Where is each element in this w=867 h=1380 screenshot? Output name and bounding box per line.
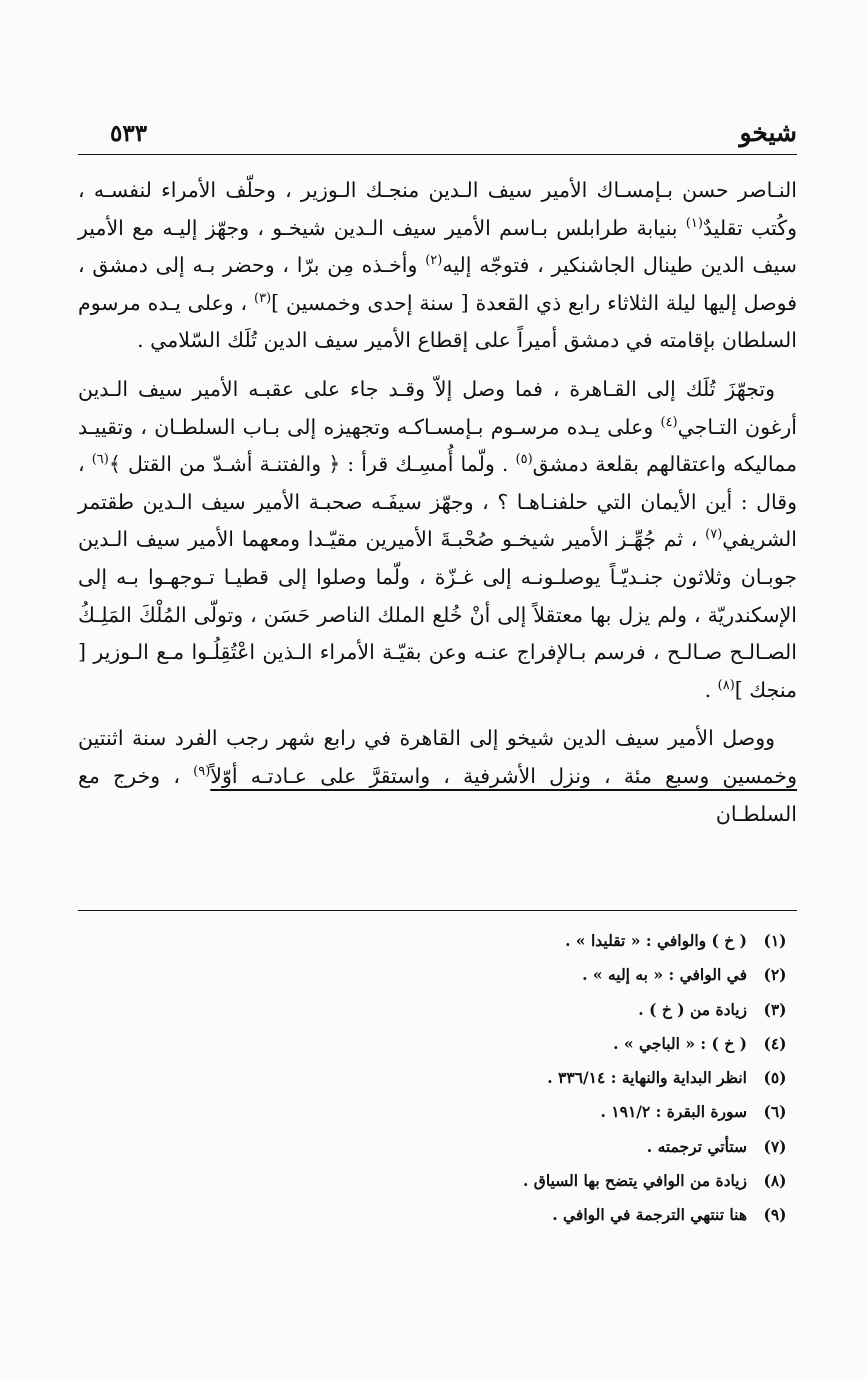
footnote-item: [77, 1027, 797, 1061]
footnote-item: [77, 993, 797, 1027]
footnote-ref-7[interactable]: (٧): [705, 527, 723, 543]
text-run: النـاصر حسن بـإمسـاك الأمير سيف الـدين منجـك الـوزير ، وحلّف الأمراء لنفسـه ، وكُتب تقليدٌ: [78, 178, 797, 240]
footnote-ref-2[interactable]: (٢): [425, 253, 443, 269]
footnote-item: [77, 1198, 797, 1232]
footnote-text: في الوافي : « به إليه » .: [582, 965, 747, 985]
footnote-ref-3[interactable]: (٣): [254, 290, 272, 306]
footnote-text: زيادة من ( خ ) .: [638, 999, 747, 1019]
footnote-number: (٣): [763, 999, 787, 1019]
text-run: وأخـذه مِن برّا ، وحضر بـه إلى دمشق ، فوصل إليها ليلة الثلاثاء رابع ذي القعدة [ سنة إحدى وخمسين ]: [78, 253, 797, 315]
footnote-item: [77, 1164, 797, 1198]
footnote-text: ( خ ) والوافي : « تقليدا » .: [565, 931, 747, 950]
paragraph-1: [78, 172, 797, 360]
footnote-ref-4[interactable]: (٤): [660, 414, 678, 430]
footnote-text: ستأتي ترجمته .: [646, 1136, 747, 1156]
footnote-item: [77, 1061, 797, 1095]
footnote-ref-1[interactable]: (١): [685, 215, 703, 231]
footnote-number: (٩): [763, 1205, 787, 1225]
running-title: شيخو: [739, 118, 797, 147]
text-run: ووصل الأمير سيف الدين شيخو إلى القاهرة في رابع شهر رجب الفرد سنة اثنتين: [78, 726, 775, 751]
footnote-number: (٤): [763, 1033, 787, 1053]
footnote-item: [77, 958, 797, 992]
text-run: وتجهّزَ تُلَك إلى القـاهرة ، فما وصل إلاّ وقـد جاء على عقبـه الأمير سيف الـدين أرغون التـاجي: [78, 376, 797, 439]
footnote-divider: [78, 910, 797, 911]
footnotes-list: [77, 924, 797, 1233]
footnote-number: (٨): [763, 1171, 787, 1191]
footnote-text: ( خ ) : « الباجي » .: [613, 1033, 747, 1053]
footnote-ref-8[interactable]: (٨): [717, 677, 735, 693]
text-run: ، وقال : أين الأيمان التي حلفنـاهـا ؟ ، وجهّز سيفَـه صحبـة الأمير سيف الـدين طقتمر الشريفي: [78, 452, 797, 552]
text-run: وعلى يـده مرسـوم بـإمسـاكـه وتجهيزه إلى بـاب السلطـان ، وتقييـد مماليكه واعتقالهم بقلعة دمشق: [78, 414, 797, 477]
underlined-text: وخمسين وسبع مئة ، ونزل الأشرفية ، واستقرَّ على عـادتـه أوّلاً: [210, 763, 797, 788]
footnote-text: انظر البداية والنهاية : ٣٣٦/١٤ .: [547, 1068, 747, 1088]
footnote-item: [77, 1130, 797, 1164]
text-run: ، وعلى يـده مرسوم السلطان بإقامته في دمشق أميراً على إقطاع الأمير سيف الدين تُلَك السّلامي .: [78, 290, 797, 353]
text-run: ، وخرج مع السلطـان: [78, 763, 797, 826]
text-run: بنيابة طرابلس بـاسم الأمير سيف الـدين شيخـو ، وجهّز إليـه مع الأمير سيف الدين طينال الجاشنكير ، فتوجّه إليه: [78, 215, 797, 278]
footnote-text: زيادة من الوافي يتضح بها السياق .: [523, 1171, 747, 1191]
main-text: [78, 172, 797, 833]
header-divider: [78, 154, 797, 155]
footnote-ref-6[interactable]: (٦): [91, 452, 109, 468]
footnote-text: هنا تنتهي الترجمة في الوافي .: [552, 1205, 747, 1225]
paragraph-2: [78, 371, 797, 709]
footnote-text: سورة البقرة : ١٩١/٢ .: [600, 1102, 747, 1122]
footnote-item: [77, 1095, 797, 1129]
page-header: [78, 108, 797, 154]
text-run: .: [704, 677, 718, 702]
footnote-item: [77, 924, 797, 958]
footnote-number: (٥): [763, 1068, 787, 1088]
text-run: ، ثم جُهِّـز الأمير شيخـو صُحْبـةَ الأميرين مقيّـدا ومعهما الأمير سيف الـدين جوبـان وثلاثون جنـديّـاً يوصلـونـه إلى غـزّة ، ولّما وصلوا إلى قطيـا تـوجهـوا بـه إلى الإسكندريّة ، ولم يزل بها معتقلاً إلى أنْ خُلع الملك الناصر حَسَن ، وتولّى المُلْكَ المَلِـكُ الصـالـح صـالـح ، فرسم بـالإفراج عنـه وعن بقيّـة الأمراء الـذين اعْتُقِلُـوا مـع الـوزير [ منجك ]: [78, 527, 797, 702]
footnote-number: (٧): [763, 1136, 787, 1156]
footnote-ref-5[interactable]: (٥): [515, 452, 533, 468]
footnote-ref-9[interactable]: (٩): [193, 764, 211, 780]
footnote-number: (٦): [763, 1102, 787, 1122]
page-number: ٥٣٣: [110, 120, 148, 147]
text-run: . ولّما أُمسِـك قرأ : ﴿ والفتنـة أشـدّ من القتل ﴾: [108, 452, 516, 477]
footnote-number: (١): [763, 931, 787, 950]
paragraph-3: [78, 720, 797, 833]
footnote-number: (٢): [763, 965, 787, 985]
